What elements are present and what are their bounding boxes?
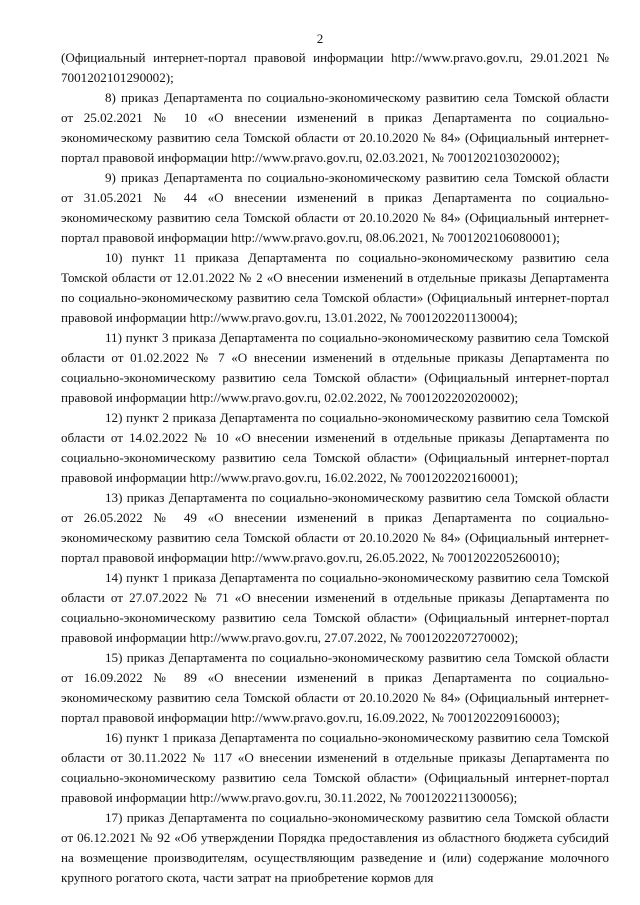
- list-item-17: 17) приказ Департамента по социально-экономическому развитию села Томской области от 06.12.2021 № 92 «Об утверждении Порядка предоставления из областного бюджета субсидий на возмещение производителям, осуществляющим разведение и (или) содержание молочного крупного рогатого скота, части затрат на приобретение кормов для: [61, 810, 609, 885]
- page-number: 2: [316, 31, 324, 46]
- list-item-16: 16) пункт 1 приказа Департамента по социально-экономическому развитию села Томской области от 30.11.2022 № 117 «О внесении изменений в отдельные приказы Департамента по социально-экономическому развитию села Томской области» (Официальный интернет-портал правовой информации http://www.pravo.gov.ru, 30.11.2022, № 7001202211300056);: [61, 730, 609, 805]
- list-item-14: 14) пункт 1 приказа Департамента по социально-экономическому развитию села Томской области от 27.07.2022 № 71 «О внесении изменений в отдельные приказы Департамента по социально-экономическому развитию села Томской области» (Официальный интернет-портал правовой информации http://www.pravo.gov.ru, 27.07.2022, № 7001202207270002);: [61, 570, 609, 645]
- list-item-12: 12) пункт 2 приказа Департамента по социально-экономическому развитию села Томской области от 14.02.2022 № 10 «О внесении изменений в отдельные приказы Департамента по социально-экономическому развитию села Томской области» (Официальный интернет-портал правовой информации http://www.pravo.gov.ru, 16.02.2022, № 7001202202160001);: [61, 410, 609, 485]
- document-body: [61, 48, 609, 888]
- list-item-13: 13) приказ Департамента по социально-экономическому развитию села Томской области от 26.05.2022 № 49 «О внесении изменений в приказ Департамента по социально-экономическому развитию села Томской области от 20.10.2020 № 84» (Официальный интернет-портал правовой информации http://www.pravo.gov.ru, 26.05.2022, № 7001202205260010);: [61, 490, 609, 565]
- list-item-15: 15) приказ Департамента по социально-экономическому развитию села Томской области от 16.09.2022 № 89 «О внесении изменений в приказ Департамента по социально-экономическому развитию села Томской области от 20.10.2020 № 84» (Официальный интернет-портал правовой информации http://www.pravo.gov.ru, 16.09.2022, № 7001202209160003);: [61, 650, 609, 725]
- list-item-9: 9) приказ Департамента по социально-экономическому развитию села Томской области от 31.05.2021 № 44 «О внесении изменений в приказ Департамента по социально-экономическому развитию села Томской области от 20.10.2020 № 84» (Официальный интернет-портал правовой информации http://www.pravo.gov.ru, 08.06.2021, № 7001202106080001);: [61, 170, 609, 245]
- list-item-8: 8) приказ Департамента по социально-экономическому развитию села Томской области от 25.02.2021 № 10 «О внесении изменений в приказ Департамента по социально-экономическому развитию села Томской области от 20.10.2020 № 84» (Официальный интернет-портал правовой информации http://www.pravo.gov.ru, 02.03.2021, № 7001202103020002);: [61, 90, 609, 165]
- list-item-11: 11) пункт 3 приказа Департамента по социально-экономическому развитию села Томской области от 01.02.2022 № 7 «О внесении изменений в отдельные приказы Департамента по социально-экономическому развитию села Томской области» (Официальный интернет-портал правовой информации http://www.pravo.gov.ru, 02.02.2022, № 7001202202020002);: [61, 330, 609, 405]
- list-item-10: 10) пункт 11 приказа Департамента по социально-экономическому развитию села Томской области от 12.01.2022 № 2 «О внесении изменений в отдельные приказы Департамента по социально-экономическому развитию села Томской области» (Официальный интернет-портал правовой информации http://www.pravo.gov.ru, 13.01.2022, № 7001202201130004);: [61, 250, 609, 325]
- paragraph-continuation: (Официальный интернет-портал правовой информации http://www.pravo.gov.ru, 29.01.2021 № 7001202101290002);: [61, 50, 609, 85]
